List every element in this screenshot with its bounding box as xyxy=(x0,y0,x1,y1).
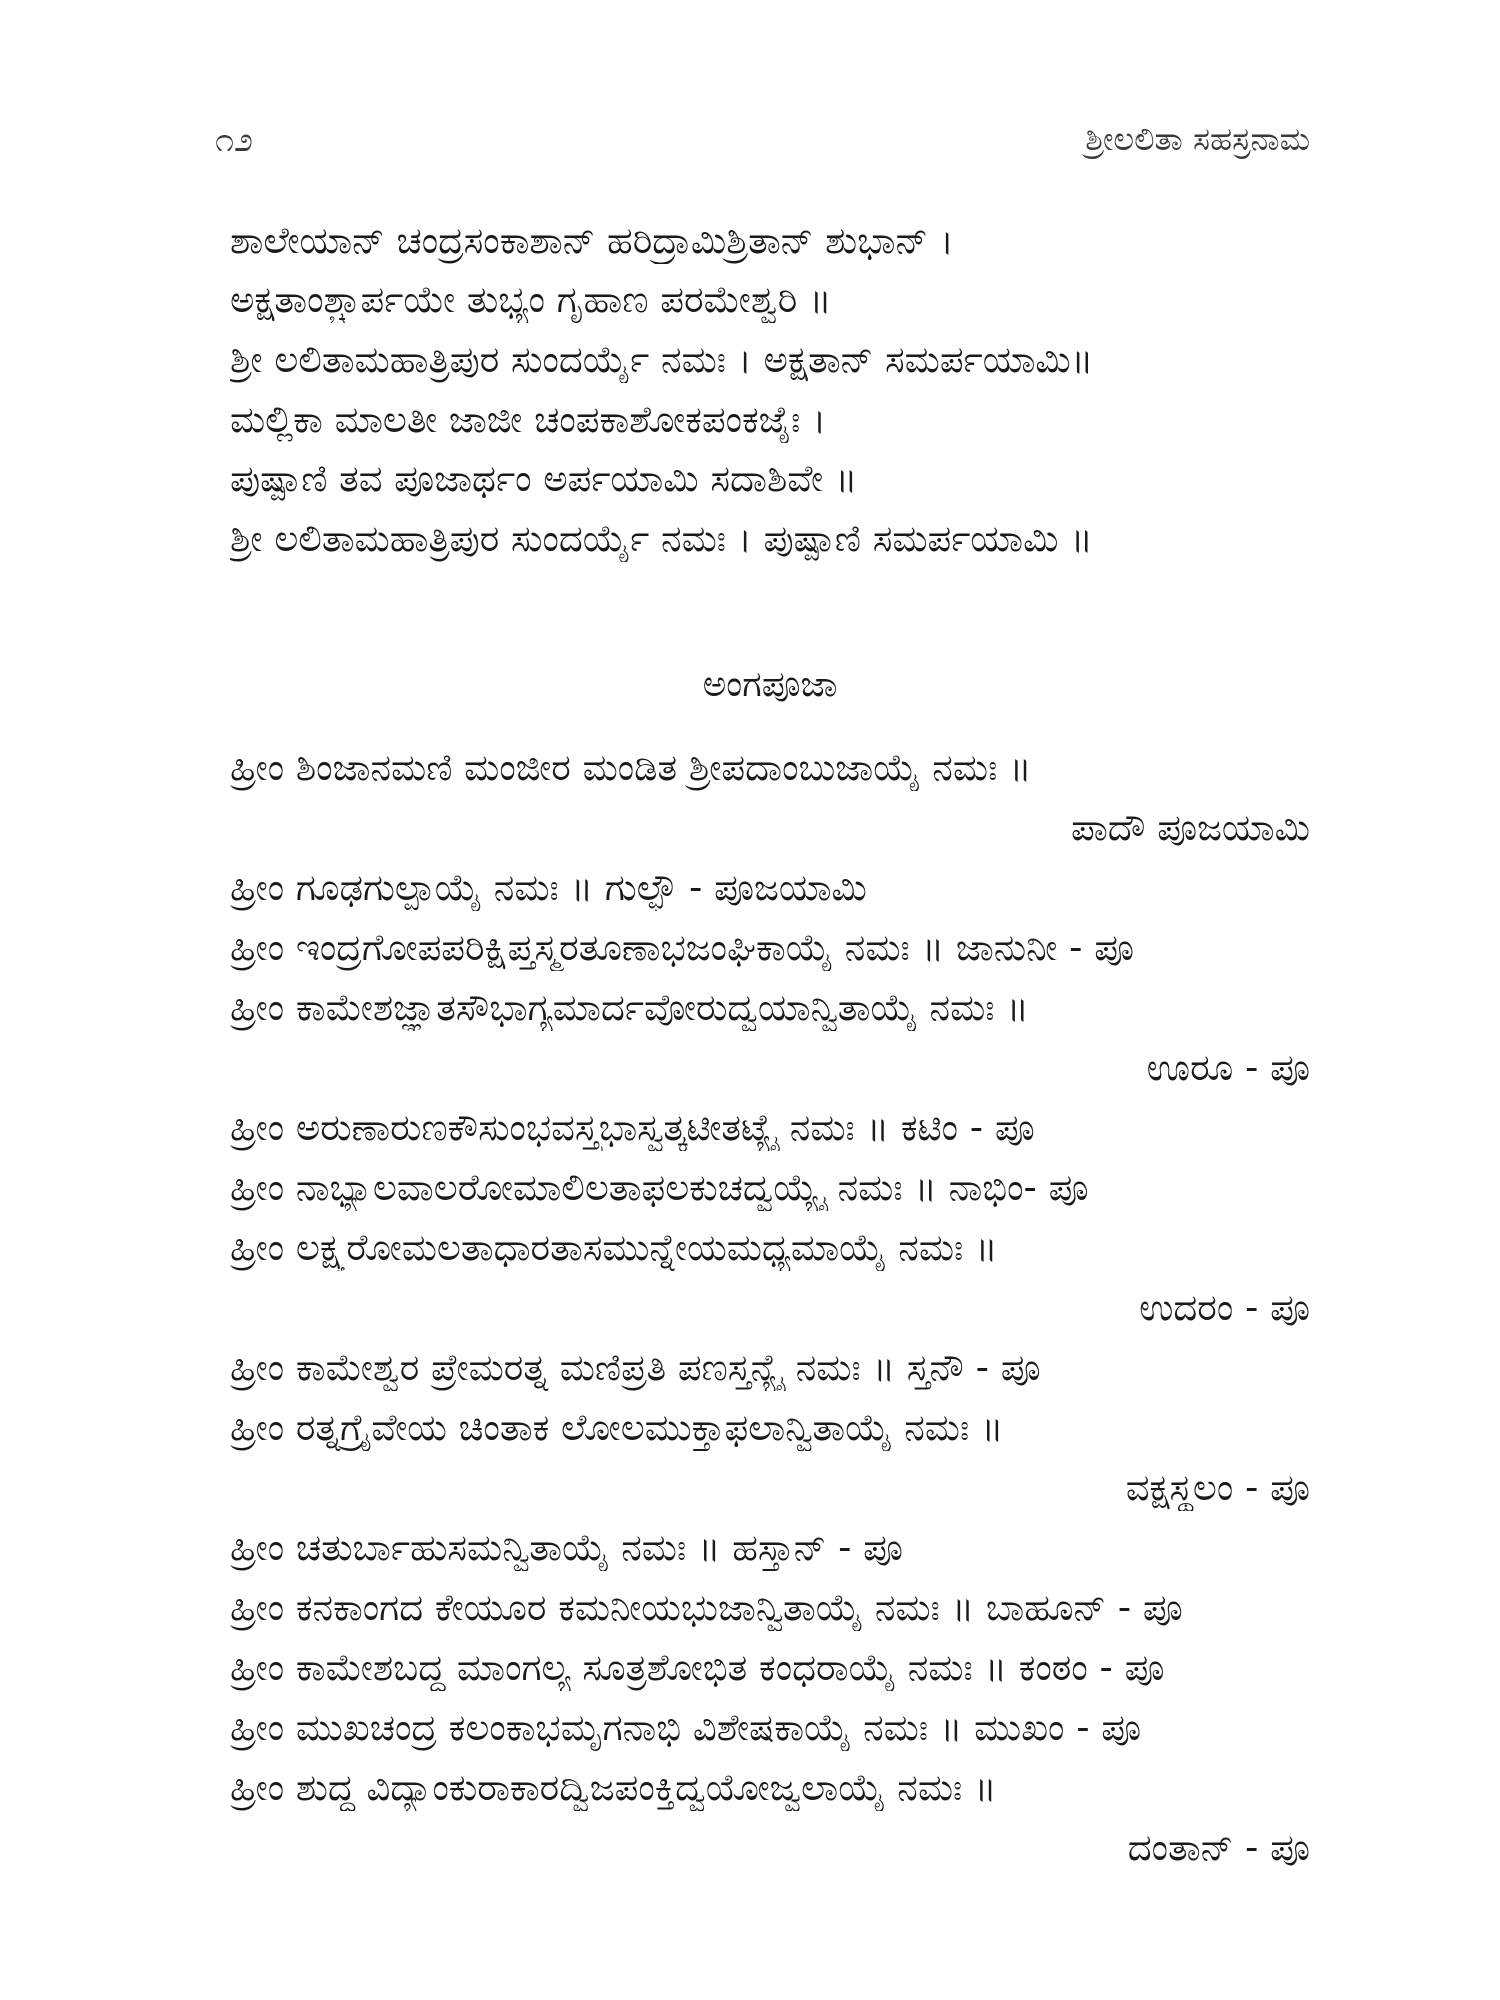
verse-line: ಅಕ್ಷತಾಂಶ್ಚಾರ್ಪಯೇ ತುಭ್ಯಂ ಗೃಹಾಣ ಪರಮೇಶ್ವರಿ ॥ xyxy=(230,278,832,321)
mantra-line-continuation: ಪಾದೌ ಪೂಜಯಾಮಿ xyxy=(1071,806,1310,849)
mantra-line: ಹ್ರೀಂ ನಾಭ್ಯಾಲವಾಲರೋಮಾಲಿಲತಾಫಲಕುಚದ್ವಯ್ಯೈ ನಮಃ ॥ ನಾಭಿಂ- ಪೂ xyxy=(230,1166,1089,1209)
mantra-line: ಹ್ರೀಂ ಲಕ್ಷ್ಯರೋಮಲತಾಧಾರತಾಸಮುನ್ನೇಯಮಧ್ಯಮಾಯೈ ನಮಃ ॥ xyxy=(230,1226,998,1269)
section-heading: ಅಂಗಪೂಜಾ xyxy=(702,664,838,705)
mantra-line: ಹ್ರೀಂ ಗೂಢಗುಲ್ಫಾಯೈ ನಮಃ ॥ ಗುಲ್ಫೌ - ಪೂಜಯಾಮಿ xyxy=(230,866,867,909)
mantra-line: ಹ್ರೀಂ ಕನಕಾಂಗದ ಕೇಯೂರ ಕಮನೀಯಭುಜಾನ್ವಿತಾಯೈ ನಮಃ ॥ ಬಾಹೂನ್ - ಪೂ xyxy=(230,1586,1183,1629)
verse-line: ಶ್ರೀ ಲಲಿತಾಮಹಾತ್ರಿಪುರ ಸುಂದರ್ಯೈ ನಮಃ । ಅಕ್ಷತಾನ್ ಸಮರ್ಪಯಾಮಿ॥ xyxy=(230,338,1094,381)
mantra-line: ಹ್ರೀಂ ಇಂದ್ರಗೋಪಪರಿಕ್ಷಿಪ್ತಸ್ಮರತೂಣಾಭಜಂಘಿಕಾಯೈ ನಮಃ ॥ ಜಾನುನೀ - ಪೂ xyxy=(230,926,1135,969)
page-number: ೧೨ xyxy=(215,120,254,160)
verse-line: ಮಲ್ಲಿಕಾ ಮಾಲತೀ ಜಾಜೀ ಚಂಪಕಾಶೋಕಪಂಕಜೈಃ । xyxy=(230,398,827,441)
verse-line: ಶಾಲೇಯಾನ್ ಚಂದ್ರಸಂಕಾಶಾನ್ ಹರಿದ್ರಾಮಿಶ್ರಿತಾನ್ ಶುಭಾನ್ । xyxy=(230,219,954,262)
mantra-line: ಹ್ರೀಂ ಅರುಣಾರುಣಕೌಸುಂಭವಸ್ತ್ರಭಾಸ್ವತ್ಕಟೀತಟ್ಯೈ ನಮಃ ॥ ಕಟಿಂ - ಪೂ xyxy=(230,1106,1035,1149)
mantra-line: ಹ್ರೀಂ ಕಾಮೇಶಬದ್ಧ ಮಾಂಗಲ್ಯ ಸೂತ್ರಶೋಭಿತ ಕಂಧರಾಯೈ ನಮಃ ॥ ಕಂಠಂ - ಪೂ xyxy=(230,1646,1165,1689)
running-header xyxy=(215,110,1310,160)
mantra-line: ಹ್ರೀಂ ರತ್ನಗ್ರೈವೇಯ ಚಿಂತಾಕ ಲೋಲಮುಕ್ತಾಫಲಾನ್ವಿತಾಯೈ ನಮಃ ॥ xyxy=(230,1406,1004,1449)
mantra-line: ಹ್ರೀಂ ಚತುರ್ಬಾಹುಸಮನ್ವಿತಾಯೈ ನಮಃ ॥ ಹಸ್ತಾನ್ - ಪೂ xyxy=(230,1526,904,1569)
mantra-line: ಹ್ರೀಂ ಶುದ್ಧ ವಿದ್ಯಾಂಕುರಾಕಾರದ್ವಿಜಪಂಕ್ತಿದ್ವಯೋಜ್ವಲಾಯೈ ನಮಃ ॥ xyxy=(230,1766,997,1809)
mantra-line-continuation: ಉದರಂ - ಪೂ xyxy=(1139,1286,1310,1329)
verse-line: ಪುಷ್ಪಾಣಿ ತವ ಪೂಜಾರ್ಥಂ ಅರ್ಪಯಾಮಿ ಸದಾಶಿವೇ ॥ xyxy=(230,457,858,500)
mantra-line: ಹ್ರೀಂ ಕಾಮೇಶ್ವರ ಪ್ರೇಮರತ್ನ ಮಣಿಪ್ರತಿ ಪಣಸ್ತನ್ಯೈ ನಮಃ ॥ ಸ್ತನೌ - ಪೂ xyxy=(230,1346,1041,1389)
running-title: ಶ್ರೀಲಲಿತಾ ಸಹಸ್ರನಾಮ xyxy=(1085,120,1310,158)
mantra-line-continuation: ದಂತಾನ್ - ಪೂ xyxy=(1127,1826,1310,1869)
mantra-line-continuation: ಊರೂ - ಪೂ xyxy=(1146,1046,1310,1089)
mantra-line: ಹ್ರೀಂ ಮುಖಚಂದ್ರ ಕಲಂಕಾಭಮೃಗನಾಭಿ ವಿಶೇಷಕಾಯೈ ನಮಃ ॥ ಮುಖಂ - ಪೂ xyxy=(230,1706,1142,1749)
mantra-line: ಹ್ರೀಂ ಶಿಂಜಾನಮಣಿ ಮಂಜೀರ ಮಂಡಿತ ಶ್ರೀಪದಾಂಬುಜಾಯೈ ನಮಃ ॥ xyxy=(230,746,1032,789)
verse-line: ಶ್ರೀ ಲಲಿತಾಮಹಾತ್ರಿಪುರ ಸುಂದರ್ಯೈ ನಮಃ । ಪುಷ್ಪಾಣಿ ಸಮರ್ಪಯಾಮಿ ॥ xyxy=(230,517,1093,560)
mantra-line: ಹ್ರೀಂ ಕಾಮೇಶಜ್ಞಾತಸೌಭಾಗ್ಯಮಾರ್ದವೋರುದ್ವಯಾನ್ವಿತಾಯೈ ನಮಃ ॥ xyxy=(230,986,1029,1029)
mantra-line-continuation: ವಕ್ಷಸ್ಥಲಂ - ಪೂ xyxy=(1125,1466,1310,1509)
